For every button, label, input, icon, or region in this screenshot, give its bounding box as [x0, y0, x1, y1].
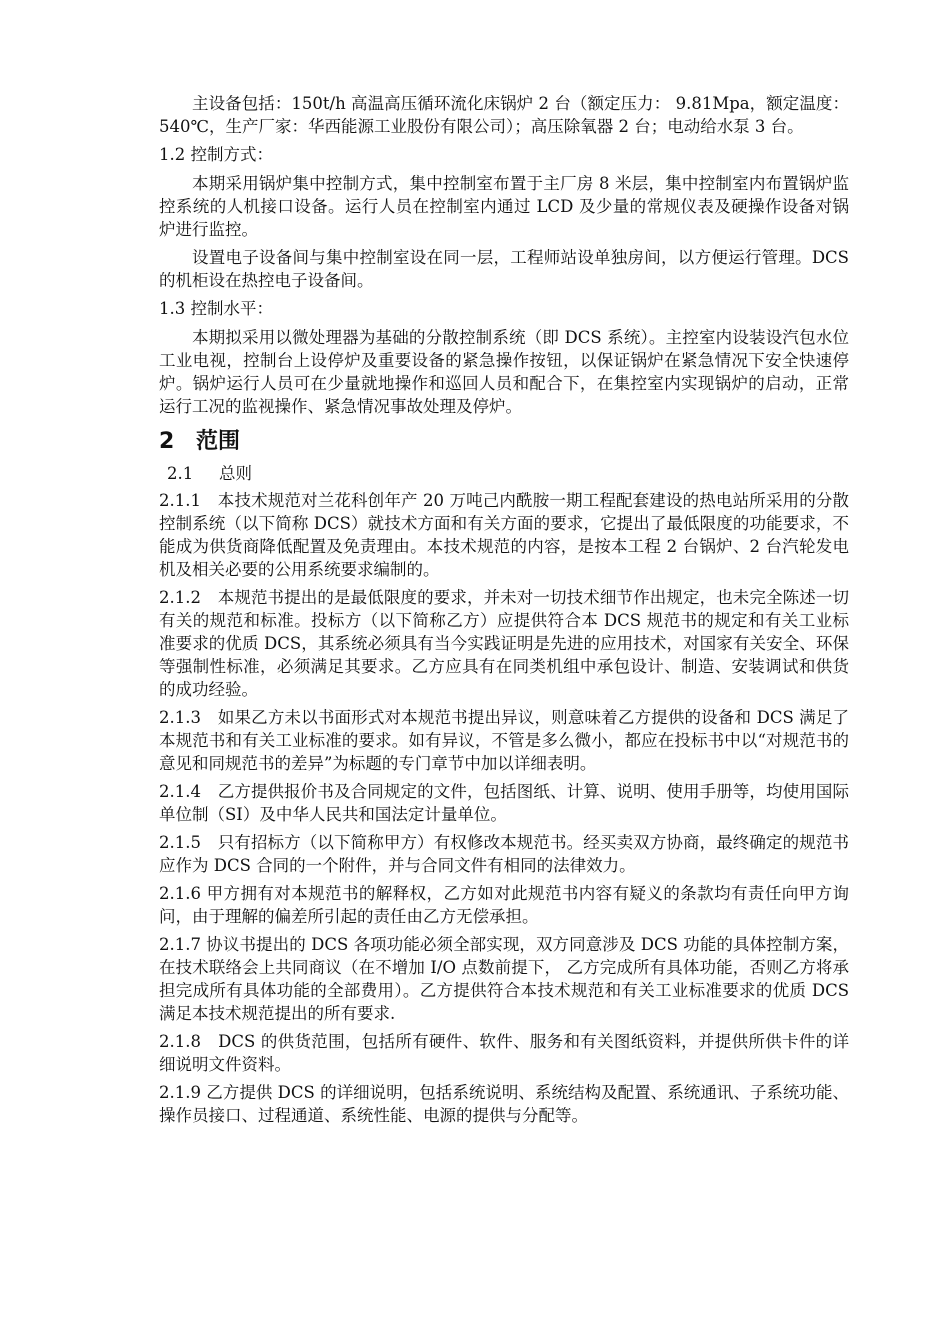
- control-level-paragraph: 本期拟采用以微处理器为基础的分散控制系统（即 DCS 系统）。主控室内设装设汽包水位工业电视，控制台上设停炉及重要设备的紧急操作按钮，以保证锅炉在紧急情况下安全快速停炉。锅炉运行人员可在少量就地操作和巡回人员和配合下，在集控室内实现锅炉的启动，正常运行工况的监视操作、紧急情况事故处理及停炉。: [159, 328, 849, 416]
- section-2-heading: [159, 428, 849, 456]
- section-2-1-title: 总则: [219, 464, 252, 483]
- control-mode-paragraph-1: 本期采用锅炉集中控制方式，集中控制室布置于主厂房 8 米层，集中控制室内布置锅炉监控系统的人机接口设备。运行人员在控制室内通过 LCD 及少量的常规仪表及硬操作设备对锅炉进行监控。: [159, 174, 849, 239]
- clause-2-1-7: 2.1.7 协议书提出的 DCS 各项功能必须全部实现，双方同意涉及 DCS 功能的具体控制方案，在技术联络会上共同商议（在不增加 I/O 点数前提下， 乙方完成所有具体功能，否则乙方将承担完成所有具体功能的全部费用）。乙方提供符合本技术规范和有关工业标准要求的优质 DCS 满足本技术规范提出的所有要求.: [159, 935, 849, 1023]
- document-page: [159, 92, 849, 1132]
- clause-2-1-1: 2.1.1 本技术规范对兰花科创年产 20 万吨己内酰胺一期工程配套建设的热电站所采用的分散控制系统（以下简称 DCS）就技术方面和有关方面的要求，它提出了最低限度的功能要求，不能成为供货商降低配置及免责理由。本技术规范的内容，是按本工程 2 台锅炉、2 台汽轮发电机及相关必要的公用系统要求编制的。: [159, 491, 849, 579]
- main-equipment-paragraph: 主设备包括：150t/h 高温高压循环流化床锅炉 2 台（额定压力： 9.81Mpa，额定温度：540℃，生产厂家：华西能源工业股份有限公司）；高压除氧器 2 台；电动给水泵 3 台。: [159, 94, 849, 136]
- clause-2-1-9: 2.1.9 乙方提供 DCS 的详细说明，包括系统说明、系统结构及配置、系统通讯、子系统功能、操作员接口、过程通道、系统性能、电源的提供与分配等。: [159, 1083, 849, 1125]
- section-1-2-heading: 1.2 控制方式：: [159, 145, 273, 164]
- clause-2-1-8: 2.1.8 DCS 的供货范围，包括所有硬件、软件、服务和有关图纸资料，并提供所供卡件的详细说明文件资料。: [159, 1032, 849, 1074]
- clause-2-1-5: 2.1.5 只有招标方（以下简称甲方）有权修改本规范书。经买卖双方协商，最终确定的规范书应作为 DCS 合同的一个附件，并与合同文件有相同的法律效力。: [159, 833, 849, 875]
- section-2-number: 2: [159, 429, 175, 454]
- section-2-1-heading: [167, 462, 849, 485]
- clause-2-1-4: 2.1.4 乙方提供报价书及合同规定的文件，包括图纸、计算、说明、使用手册等，均使用国际单位制（SI）及中华人民共和国法定计量单位。: [159, 782, 849, 824]
- control-mode-paragraph-2: 设置电子设备间与集中控制室设在同一层，工程师站设单独房间，以方便运行管理。DCS 的机柜设在热控电子设备间。: [159, 248, 849, 290]
- section-2-title: 范围: [196, 429, 241, 454]
- clause-2-1-3: 2.1.3 如果乙方未以书面形式对本规范书提出异议，则意味着乙方提供的设备和 DCS 满足了本规范书和有关工业标准的要求。如有异议，不管是多么微小，都应在投标书中以“对规范书的意见和同规范书的差异”为标题的专门章节中加以详细表明。: [159, 708, 849, 773]
- clause-2-1-6: 2.1.6 甲方拥有对本规范书的解释权，乙方如对此规范书内容有疑义的条款均有责任向甲方询问，由于理解的偏差所引起的责任由乙方无偿承担。: [159, 884, 849, 926]
- clause-2-1-2: 2.1.2 本规范书提出的是最低限度的要求，并未对一切技术细节作出规定，也未完全陈述一切有关的规范和标准。投标方（以下简称乙方）应提供符合本 DCS 规范书的规定和有关工业标准要求的优质 DCS，其系统必须具有当今实践证明是先进的应用技术，对国家有关安全、环保等强制性标准，必须满足其要求。乙方应具有在同类机组中承包设计、制造、安装调试和供货的成功经验。: [159, 588, 849, 699]
- section-2-1-number: 2.1: [167, 464, 194, 483]
- section-1-3-heading: 1.3 控制水平：: [159, 299, 273, 318]
